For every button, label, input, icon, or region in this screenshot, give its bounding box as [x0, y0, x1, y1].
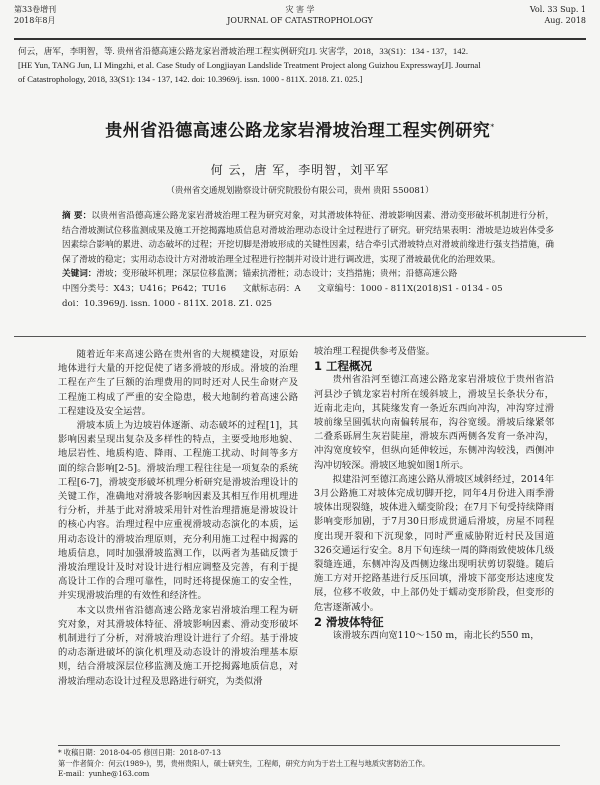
- doi: doi：10.3969/j. issn. 1000 - 811X. 2018. Z1. 025: [62, 298, 273, 309]
- abstract-text: 以贵州省沿德高速公路龙家岩滑坡治理工程为研究对象，对其滑坡体特征、滑坡影响因素、滑动变形破坏机制进行分析，结合滑坡测试位移监测成果及施工开挖揭露地质信息对滑坡治理动态设计全过程进行了研究。研究结果表明：滑坡是边坡岩体受多因素综合影响的累进、动态破坏的过程；开挖切脚是滑坡形成的关键性因素，结合牵引式滑坡特点对滑坡前缘进行强支挡措施，确保了滑坡的稳定；实用动态设计方对滑坡治理全过程进行控制并对设计进行调改进，实现了滑坡最优化的治理效果。: [62, 211, 554, 265]
- section-heading-2: 2 滑坡体特征: [314, 614, 384, 629]
- header-right: [530, 4, 586, 26]
- affiliation: （贵州省交通规划勘察设计研究院股份有限公司，贵州 贵阳 550081）: [166, 186, 434, 196]
- intro-paragraph-1: 随着近年来高速公路在贵州省的大规模建设，对原始地体进行大量的开挖促使了诸多滑坡的形成。滑坡的治理工程在产生了巨额的治理费用的同时还对人民生命财产及工程施工构成了严重的安全隐患，极大地制约着高速公路工程建设及安全运营。: [58, 349, 298, 417]
- clc-number: 中图分类号：X43；U416；P642；TU16: [62, 283, 227, 294]
- citation-en-1: [HE Yun, TANG Jun, LI Mingzhi, et al. Case Study of Longjiayan Landslide Treatment Project along Guizhou Expressway[J]. Journal: [18, 60, 481, 70]
- document-code: 文献标志码：A: [242, 283, 301, 294]
- footnote-author-bio: 第一作者简介：何云(1989-)，男，贵州贵阳人，硕士研究生，工程师，研究方向为于岩土工程与地质灾害防治工作。: [58, 758, 430, 768]
- footnote-dates: * 收稿日期：2018-04-05 修回日期：2018-07-13: [58, 748, 221, 757]
- intro-paragraph-2: 滑坡本质上为边坡岩体逐渐、动态破坏的过程[1]，其影响因素呈现出复杂及多样性的特点，主要受地形地貌、地层岩性、地质构造、降雨、工程施工扰动、时间等多方面的综合影响[2-5]。滑坡治理工程往往是一项复杂的系统工程[6-7]，滑坡变形破坏机理分析研究是滑坡治理设计的关键工作，准确地对滑坡各影响因素及其相互作用机理进行分析，并基于此对滑坡采用针对性治理措施是滑坡设计的核心内容。治理过程中应重视滑坡动态演化的本质，运用动态设计的滑坡治理原则，充分利用施工过程中揭露的地质信息，同时加强滑坡监测工作，以两者为基础反馈于滑坡治理设计及时对设计进行相应调整及完善，有利于提高设计工作的合理可靠性，同时还将提保施工的安全性，并实现滑坡治理的有效性和经济性。: [58, 420, 298, 602]
- citation-block: [18, 44, 582, 86]
- keywords-label: 关键词：: [62, 269, 97, 280]
- section1-paragraph-1: 贵州省沿河至德江高速公路龙家岩滑坡位于贵州省沿河县沙子镇龙家岩村所在缓斜坡上，滑坡呈长条状分布，近南北走向，其陡缘发育一条近东西向冲沟，冲沟穿过滑坡前缘呈圆弧状向南偏转展布，沟谷宽缓。滑坡后缘紧邻二叠系砾屑生灰岩陡崖，滑坡东西两侧各发育一条冲沟，冲沟宽度较窄，但纵向延伸较远，东侧冲沟较浅，西侧冲沟冲切较深。滑坡区地貌如图1所示。: [314, 374, 554, 471]
- citation-en-2: of Catastrophology, 2018, 33(S1): 134 - 137, 142. doi: 10.3969/j. issn. 1000 - 811X. 2018. Z1. 025.]: [18, 74, 363, 84]
- section1-paragraph-2: 拟建沿河至德江高速公路从滑坡区域斜经过，2014年3月公路施工对坡体完成切脚开挖，同年4月份进入雨季滑坡体出现裂缝，坡体进入蠕变阶段；在7月下旬受持续降雨影响变形加剧，于7月30日形成贯通后滑坡，房屋不同程度出现开裂和下沉现象，同时严重威胁附近村民及国道326交通运行安全。8月下旬连续一周的降雨致使坡体几级裂缝连通，东侧冲沟及西侧边缘出现明状剪切裂缝。随后施工方对开挖路基进行反压回填，滑坡下部变形达速度发展，位移不收敛，中上部仍处于蠕动变形阶段，但变形的危害逐渐减小。: [314, 473, 554, 613]
- header-rule: [14, 39, 586, 40]
- abstract-block: [62, 209, 554, 311]
- keywords: [62, 267, 554, 282]
- paper-title: [0, 116, 600, 141]
- intro-paragraph-3: 本文以贵州省沿德高速公路龙家岩滑坡治理工程为研究对象，对其滑坡体特征、滑坡影响因素、滑动变形破坏机制进行了分析，对滑坡治理设计进行了介绍。基于滑坡的动态渐进破坏的演化机理及动态设计的滑坡治理基本原则，结合滑坡深层位移监测及施工开挖揭露地质信息，对滑坡治理动态设计过程及思路进行研究，为类似滑: [58, 604, 298, 687]
- citation-cn: 何云，唐军，李明智，等. 贵州省沿德高速公路龙家岩滑坡治理工程实例研究[J]. 灾害学，2018，33(S1)：134 - 137，142.: [18, 46, 468, 56]
- title-footnote-mark: *: [490, 122, 495, 132]
- author-list: 何 云，唐 军，李明智，刘平军: [210, 163, 390, 177]
- header-center: [14, 4, 586, 26]
- classification-line: [62, 282, 554, 297]
- volume-en: Vol. 33 Sup. 1: [529, 5, 586, 14]
- running-header: [14, 4, 586, 39]
- section-heading-1: 1 工程概况: [314, 359, 373, 374]
- journal-en: JOURNAL OF CATASTROPHOLOGY: [227, 16, 373, 25]
- volume-cn: 第33卷增刊: [14, 5, 57, 14]
- footnote: [58, 745, 560, 780]
- date-cn: 2018年8月: [14, 16, 56, 25]
- article-number: 文章编号：1000 - 811X(2018)S1 - 0134 - 05: [317, 283, 503, 294]
- date-en: Aug. 2018: [544, 16, 586, 25]
- keywords-text: 滑坡；变形破坏机理；深层位移监测；锚索抗滑桩；动态设计；支挡措施；贵州；沿德高速公路: [96, 269, 458, 280]
- left-column: [58, 348, 298, 689]
- title-text: 贵州省沿德高速公路龙家岩滑坡治理工程实例研究: [105, 121, 491, 141]
- footnote-email: E-mail：yunhe@163.com: [58, 769, 150, 778]
- section2-paragraph-1: 该滑坡东西向宽110～150 m，南北长约550 m，: [332, 630, 540, 642]
- abstract-divider: [14, 336, 586, 337]
- abstract-label: 摘 要：: [62, 211, 92, 221]
- journal-cn: 灾 害 学: [285, 5, 315, 14]
- intro-paragraph-continued: 坡治理工程提供参考及借鉴。: [314, 346, 435, 357]
- right-column: [314, 345, 554, 643]
- abstract: [62, 209, 554, 267]
